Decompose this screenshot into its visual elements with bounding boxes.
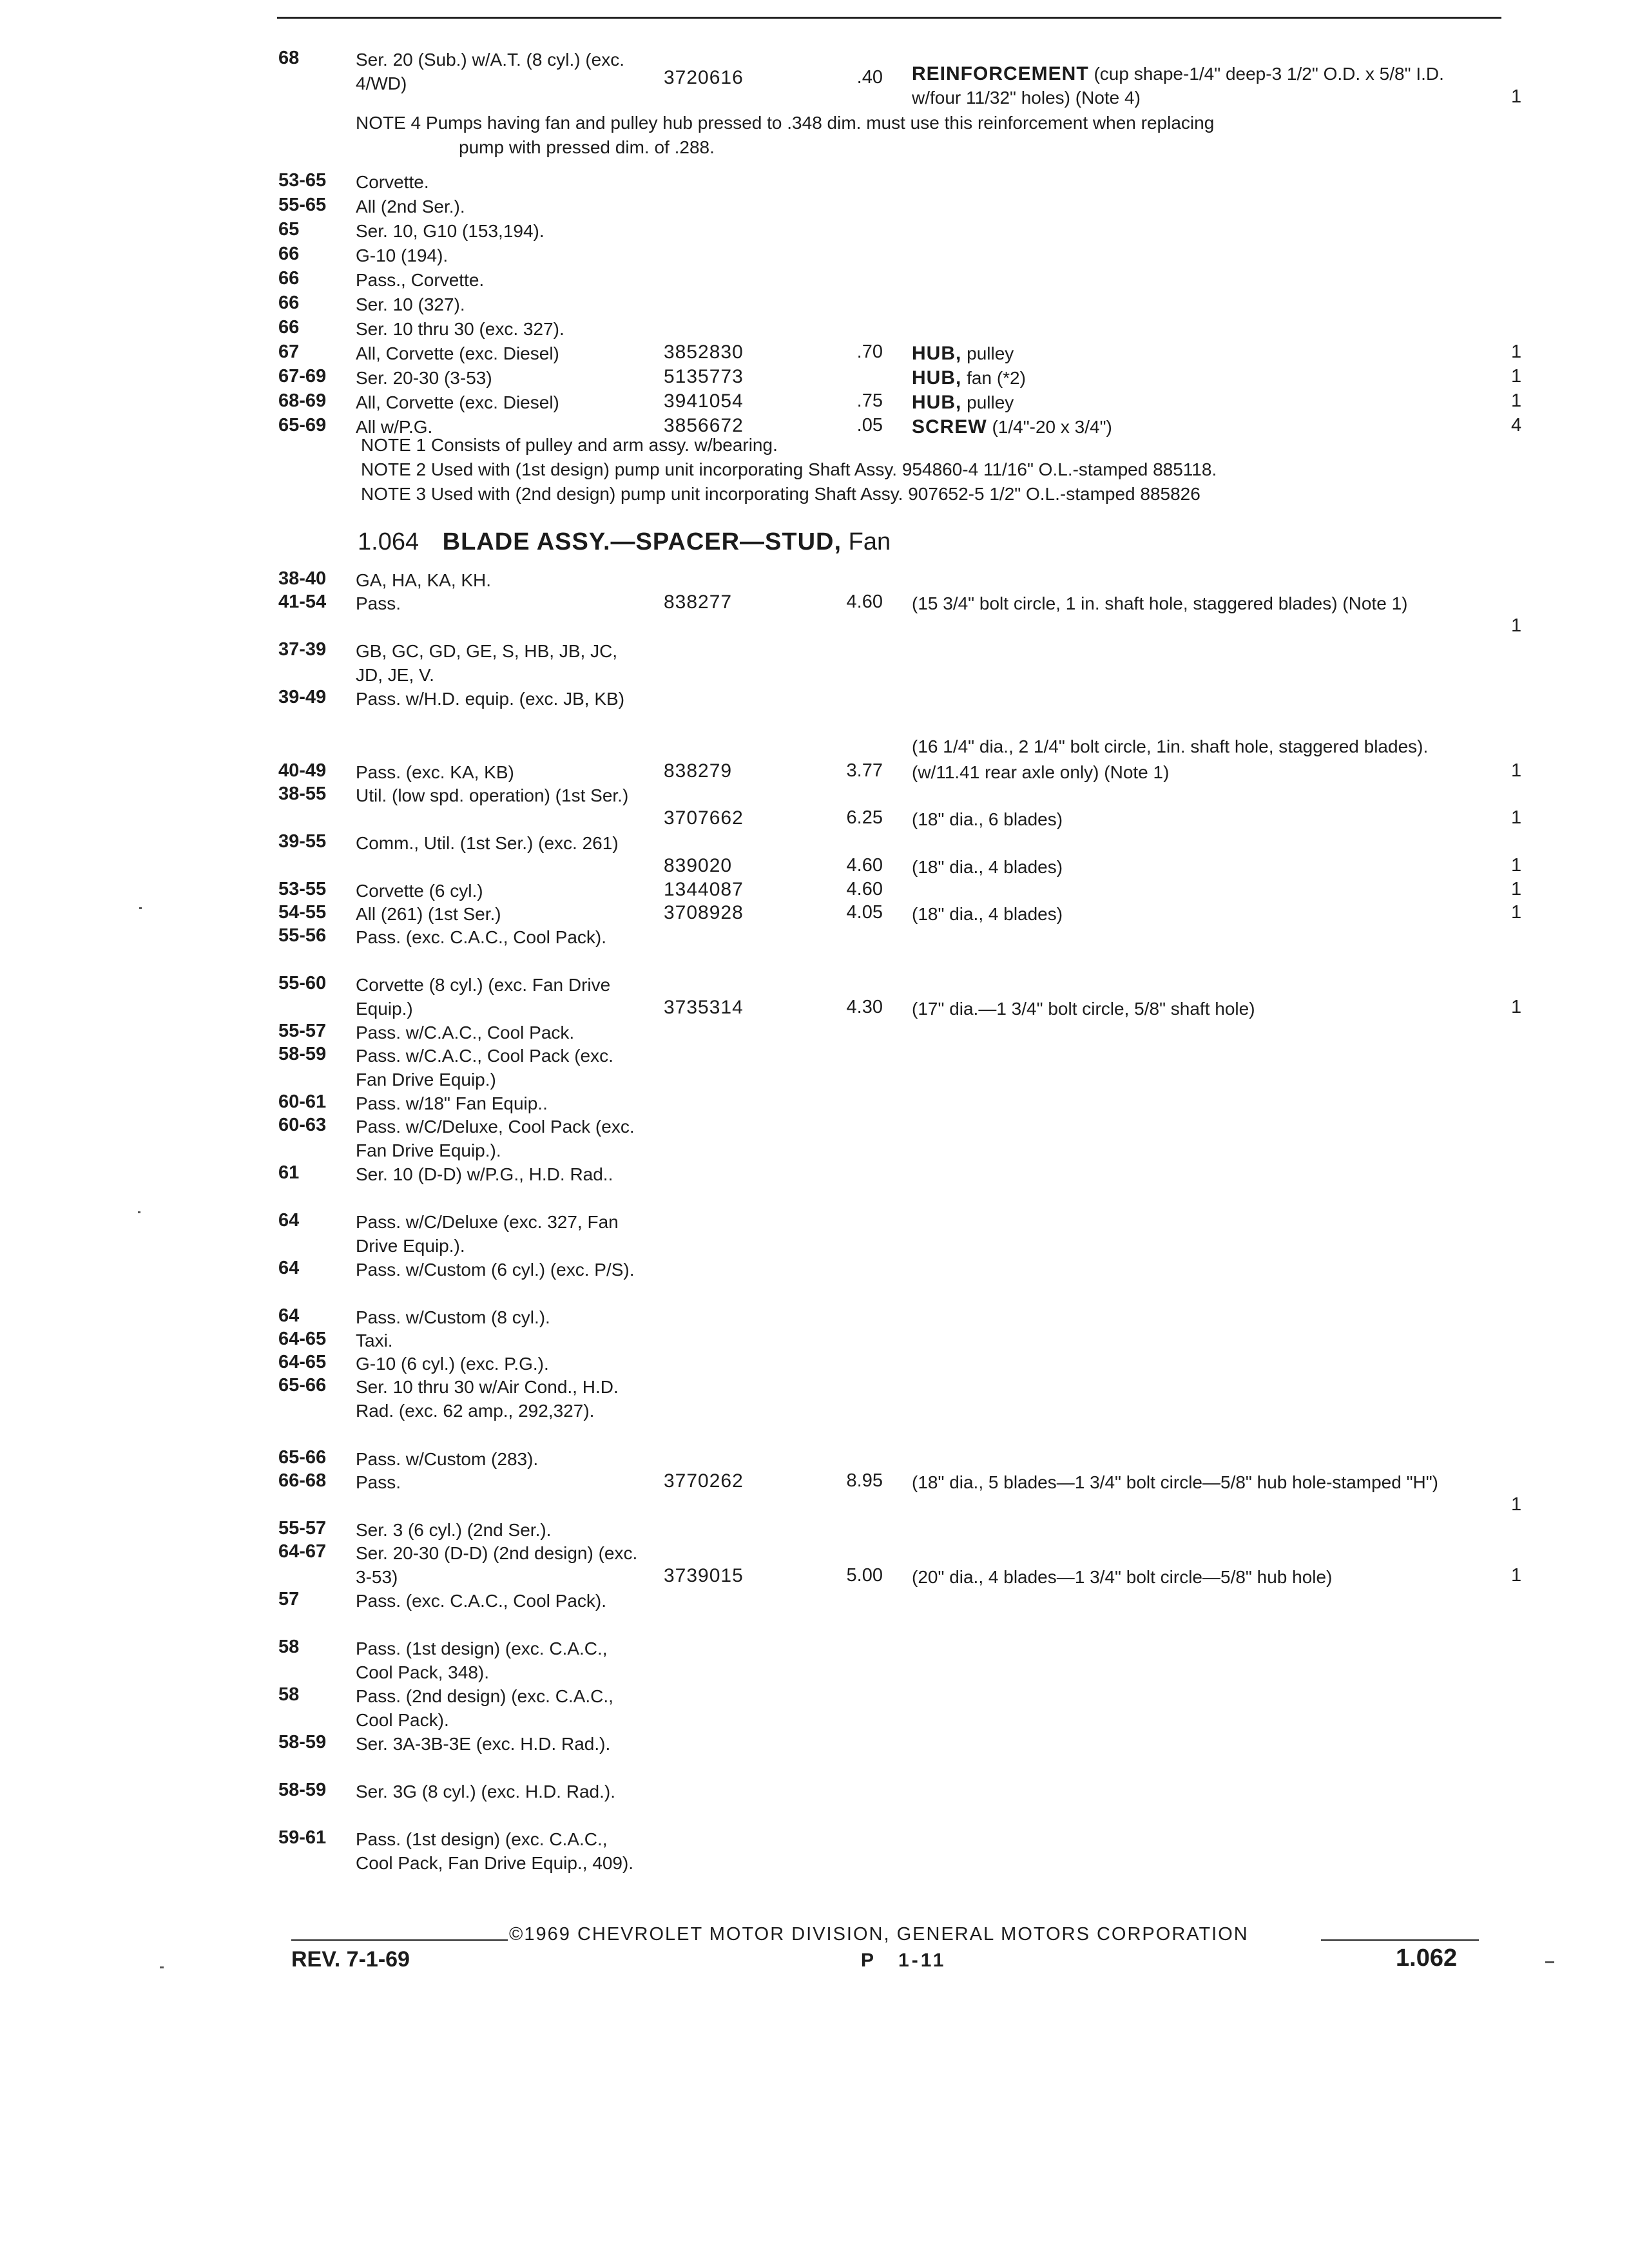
page-number xyxy=(861,1950,946,1972)
quantity: 1 xyxy=(1511,807,1522,828)
price: 4.60 xyxy=(846,855,883,876)
description: (18" dia., 6 blades) xyxy=(912,809,1063,829)
year-range: 55-65 xyxy=(278,195,327,215)
year-range: 39-49 xyxy=(278,687,327,707)
application: Pass. w/C/Deluxe, Cool Pack (exc. Fan Drive Equip.). xyxy=(356,1117,635,1160)
year-range: 59-61 xyxy=(278,1827,327,1848)
description: (18" dia., 4 blades) xyxy=(912,904,1063,924)
year-range: 58 xyxy=(278,1684,300,1705)
application: All (2nd Ser.). xyxy=(356,197,465,216)
description xyxy=(912,366,1492,390)
note-3: NOTE 3 Used with (2nd design) pump unit incorporating Shaft Assy. 907652-5 1/2" O.L.-stamped 885826 xyxy=(361,484,1200,504)
application: GB, GC, GD, GE, S, HB, JB, JC, JD, JE, V. xyxy=(356,641,618,685)
year-range: 60-61 xyxy=(278,1091,327,1112)
year-range: 66 xyxy=(278,293,300,313)
application: Ser. 20 (Sub.) w/A.T. (8 cyl.) (exc. 4/WD) xyxy=(356,50,625,93)
part-number: 838277 xyxy=(664,591,733,613)
year-range: 65-69 xyxy=(278,415,327,436)
application: All w/P.G. xyxy=(356,417,433,437)
note-2: NOTE 2 Used with (1st design) pump unit incorporating Shaft Assy. 954860-4 11/16" O.L.-stamped 885118. xyxy=(361,459,1217,479)
description xyxy=(912,415,1492,439)
application: Util. (low spd. operation) (1st Ser.) xyxy=(356,785,629,805)
page-letter: P xyxy=(861,1950,877,1971)
application: Pass. w/H.D. equip. (exc. JB, KB) xyxy=(356,689,625,709)
application: Pass. w/Custom (8 cyl.). xyxy=(356,1307,550,1327)
revision-date: REV. 7-1-69 xyxy=(291,1947,410,1972)
application: Pass. xyxy=(356,1472,401,1492)
year-range: 65-66 xyxy=(278,1375,327,1396)
part-detail: (cup shape-1/4" deep-3 1/2" O.D. x 5/8" I.D. w/four 11/32" holes) (Note 4) xyxy=(912,64,1444,108)
part-number: 839020 xyxy=(664,855,733,876)
part-number: 3739015 xyxy=(664,1565,744,1586)
application: Pass. xyxy=(356,593,401,613)
year-range: 64 xyxy=(278,1210,300,1231)
application: Pass. w/C.A.C., Cool Pack. xyxy=(356,1023,575,1043)
application: Pass. (1st design) (exc. C.A.C., Cool Pack, Fan Drive Equip., 409). xyxy=(356,1829,634,1873)
part-number: 3735314 xyxy=(664,997,744,1018)
note-4: NOTE 4 Pumps having fan and pulley hub pressed to .348 dim. must use this reinforcement when replacing xyxy=(356,113,1215,133)
part-number: 3720616 xyxy=(664,67,744,88)
description: (w/11.41 rear axle only) (Note 1) xyxy=(912,762,1170,782)
price: 3.77 xyxy=(846,760,883,781)
price: 4.30 xyxy=(846,997,883,1017)
part-detail: pulley xyxy=(967,343,1014,363)
quantity: 1 xyxy=(1511,366,1522,387)
part-number: 838279 xyxy=(664,760,733,782)
year-range: 37-39 xyxy=(278,639,327,660)
application: Corvette. xyxy=(356,172,429,192)
price: .75 xyxy=(856,390,883,411)
application: GA, HA, KA, KH. xyxy=(356,570,492,590)
price: 6.25 xyxy=(846,807,883,828)
year-range: 66 xyxy=(278,244,300,264)
part-number: 3708928 xyxy=(664,902,744,923)
application: All (261) (1st Ser.) xyxy=(356,904,501,924)
application: Ser. 10 (327). xyxy=(356,294,465,314)
application: Ser. 10 thru 30 (exc. 327). xyxy=(356,319,564,339)
description xyxy=(912,341,1492,365)
price: 5.00 xyxy=(846,1565,883,1586)
application: Pass. w/Custom (283). xyxy=(356,1449,539,1469)
quantity: 1 xyxy=(1511,615,1522,636)
quantity: 1 xyxy=(1511,997,1522,1017)
price: 4.05 xyxy=(846,902,883,923)
year-range: 64-67 xyxy=(278,1541,327,1562)
price: .70 xyxy=(856,341,883,362)
year-range: 64 xyxy=(278,1258,300,1278)
year-range: 53-55 xyxy=(278,879,327,899)
year-range: 55-57 xyxy=(278,1518,327,1539)
year-range: 61 xyxy=(278,1162,300,1183)
application: G-10 (194). xyxy=(356,245,448,265)
part-number: 3941054 xyxy=(664,390,744,412)
price: 4.60 xyxy=(846,879,883,899)
application: Corvette (6 cyl.) xyxy=(356,881,483,901)
footer-rule-right xyxy=(1321,1939,1479,1941)
application: Pass. (1st design) (exc. C.A.C., Cool Pack, 348). xyxy=(356,1639,608,1682)
application: Ser. 20-30 (D-D) (2nd design) (exc. 3-53) xyxy=(356,1543,638,1587)
year-range: 66-68 xyxy=(278,1470,327,1491)
description xyxy=(912,390,1492,414)
quantity: 1 xyxy=(1511,1494,1522,1515)
section-title: BLADE ASSY.—SPACER—STUD, xyxy=(442,528,842,555)
part-number: 3770262 xyxy=(664,1470,744,1492)
description: (17" dia.—1 3/4" bolt circle, 5/8" shaft hole) xyxy=(912,999,1255,1019)
part-number: 3856672 xyxy=(664,415,744,436)
year-range: 65 xyxy=(278,219,300,240)
year-range: 60-63 xyxy=(278,1115,327,1135)
application: Pass. (2nd design) (exc. C.A.C., Cool Pack). xyxy=(356,1686,613,1730)
quantity: 1 xyxy=(1511,1565,1522,1586)
application: Ser. 3 (6 cyl.) (2nd Ser.). xyxy=(356,1520,552,1540)
application: Pass., Corvette. xyxy=(356,270,485,290)
year-range: 68-69 xyxy=(278,390,327,411)
quantity: 1 xyxy=(1511,86,1522,107)
year-range: 66 xyxy=(278,268,300,289)
part-detail: fan (*2) xyxy=(967,368,1026,388)
section-title-suffix: Fan xyxy=(848,528,891,555)
section-number: 1.064 xyxy=(358,528,419,555)
application: All, Corvette (exc. Diesel) xyxy=(356,392,559,412)
year-range: 58-59 xyxy=(278,1780,327,1800)
description: (20" dia., 4 blades—1 3/4" bolt circle—5/8" hub hole) xyxy=(912,1567,1333,1587)
application: Pass. (exc. C.A.C., Cool Pack). xyxy=(356,1591,606,1611)
quantity: 1 xyxy=(1511,390,1522,411)
note-4-cont: pump with pressed dim. of .288. xyxy=(459,137,715,157)
description xyxy=(912,62,1492,110)
year-range: 38-40 xyxy=(278,568,327,589)
year-range: 66 xyxy=(278,317,300,338)
part-number: 5135773 xyxy=(664,366,744,387)
part-name: HUB, xyxy=(912,367,962,389)
year-range: 67-69 xyxy=(278,366,327,387)
application: Taxi. xyxy=(356,1331,393,1350)
part-number: 3852830 xyxy=(664,341,744,363)
year-range: 64-65 xyxy=(278,1329,327,1349)
price: .40 xyxy=(856,67,883,88)
application: Pass. w/C/Deluxe (exc. 327, Fan Drive Equip.). xyxy=(356,1212,619,1256)
application: Pass. w/Custom (6 cyl.) (exc. P/S). xyxy=(356,1260,635,1280)
application: Corvette (8 cyl.) (exc. Fan Drive Equip.) xyxy=(356,975,611,1019)
application: Pass. (exc. C.A.C., Cool Pack). xyxy=(356,927,606,947)
application: Comm., Util. (1st Ser.) (exc. 261) xyxy=(356,833,619,853)
application: Ser. 3G (8 cyl.) (exc. H.D. Rad.). xyxy=(356,1782,615,1802)
application: Ser. 20-30 (3-53) xyxy=(356,368,492,388)
year-range: 55-57 xyxy=(278,1021,327,1041)
year-range: 41-54 xyxy=(278,591,327,612)
price: .05 xyxy=(856,415,883,436)
quantity: 1 xyxy=(1511,760,1522,781)
quantity: 1 xyxy=(1511,902,1522,923)
price: 8.95 xyxy=(846,1470,883,1491)
application: All, Corvette (exc. Diesel) xyxy=(356,343,559,363)
scan-speck xyxy=(138,1211,140,1213)
part-name: HUB, xyxy=(912,392,962,413)
footer-rule-left xyxy=(291,1939,508,1941)
year-range: 40-49 xyxy=(278,760,327,781)
part-number: 3707662 xyxy=(664,807,744,829)
scan-speck xyxy=(1545,1961,1554,1963)
year-range: 53-65 xyxy=(278,170,327,191)
part-name: SCREW xyxy=(912,416,987,437)
year-range: 68 xyxy=(278,48,300,68)
description: (16 1/4" dia., 2 1/4" bolt circle, 1in. shaft hole, staggered blades). xyxy=(912,736,1429,756)
year-range: 67 xyxy=(278,341,300,362)
year-range: 54-55 xyxy=(278,902,327,923)
top-rule xyxy=(277,17,1501,19)
section-number-footer: 1.062 xyxy=(1396,1945,1458,1972)
footer-copyright: ©1969 CHEVROLET MOTOR DIVISION, GENERAL MOTORS CORPORATION xyxy=(509,1924,1249,1945)
application: Ser. 10 (D-D) w/P.G., H.D. Rad.. xyxy=(356,1164,613,1184)
quantity: 1 xyxy=(1511,341,1522,362)
application: Ser. 3A-3B-3E (exc. H.D. Rad.). xyxy=(356,1734,611,1754)
application: G-10 (6 cyl.) (exc. P.G.). xyxy=(356,1354,549,1374)
scan-speck xyxy=(160,1966,164,1968)
application: Ser. 10 thru 30 w/Air Cond., H.D. Rad. (exc. 62 amp., 292,327). xyxy=(356,1377,619,1421)
part-name: REINFORCEMENT xyxy=(912,63,1089,84)
part-detail: pulley xyxy=(967,392,1014,412)
description: (18" dia., 4 blades) xyxy=(912,857,1063,877)
section-heading xyxy=(358,528,891,556)
description: (15 3/4" bolt circle, 1 in. shaft hole, staggered blades) (Note 1) xyxy=(912,593,1408,613)
year-range: 64 xyxy=(278,1305,300,1326)
description: (18" dia., 5 blades—1 3/4" bolt circle—5/8" hub hole-stamped "H") xyxy=(912,1472,1439,1492)
note-1: NOTE 1 Consists of pulley and arm assy. w/bearing. xyxy=(361,435,778,455)
year-range: 57 xyxy=(278,1589,300,1610)
part-number: 1344087 xyxy=(664,879,744,900)
year-range: 58 xyxy=(278,1637,300,1657)
year-range: 64-65 xyxy=(278,1352,327,1372)
application: Pass. w/C.A.C., Cool Pack (exc. Fan Drive Equip.) xyxy=(356,1046,613,1090)
year-range: 55-60 xyxy=(278,973,327,994)
quantity: 1 xyxy=(1511,855,1522,876)
part-detail: (1/4"-20 x 3/4") xyxy=(992,417,1112,437)
quantity: 4 xyxy=(1511,415,1522,436)
page-num: 1-11 xyxy=(898,1950,947,1971)
year-range: 65-66 xyxy=(278,1447,327,1468)
year-range: 58-59 xyxy=(278,1044,327,1064)
application: Pass. (exc. KA, KB) xyxy=(356,762,514,782)
year-range: 55-56 xyxy=(278,925,327,946)
year-range: 58-59 xyxy=(278,1732,327,1753)
application: Pass. w/18" Fan Equip.. xyxy=(356,1093,548,1113)
year-range: 39-55 xyxy=(278,831,327,852)
quantity: 1 xyxy=(1511,879,1522,899)
year-range: 38-55 xyxy=(278,783,327,804)
part-name: HUB, xyxy=(912,343,962,364)
scan-speck xyxy=(139,907,142,909)
price: 4.60 xyxy=(846,591,883,612)
application: Ser. 10, G10 (153,194). xyxy=(356,221,545,241)
